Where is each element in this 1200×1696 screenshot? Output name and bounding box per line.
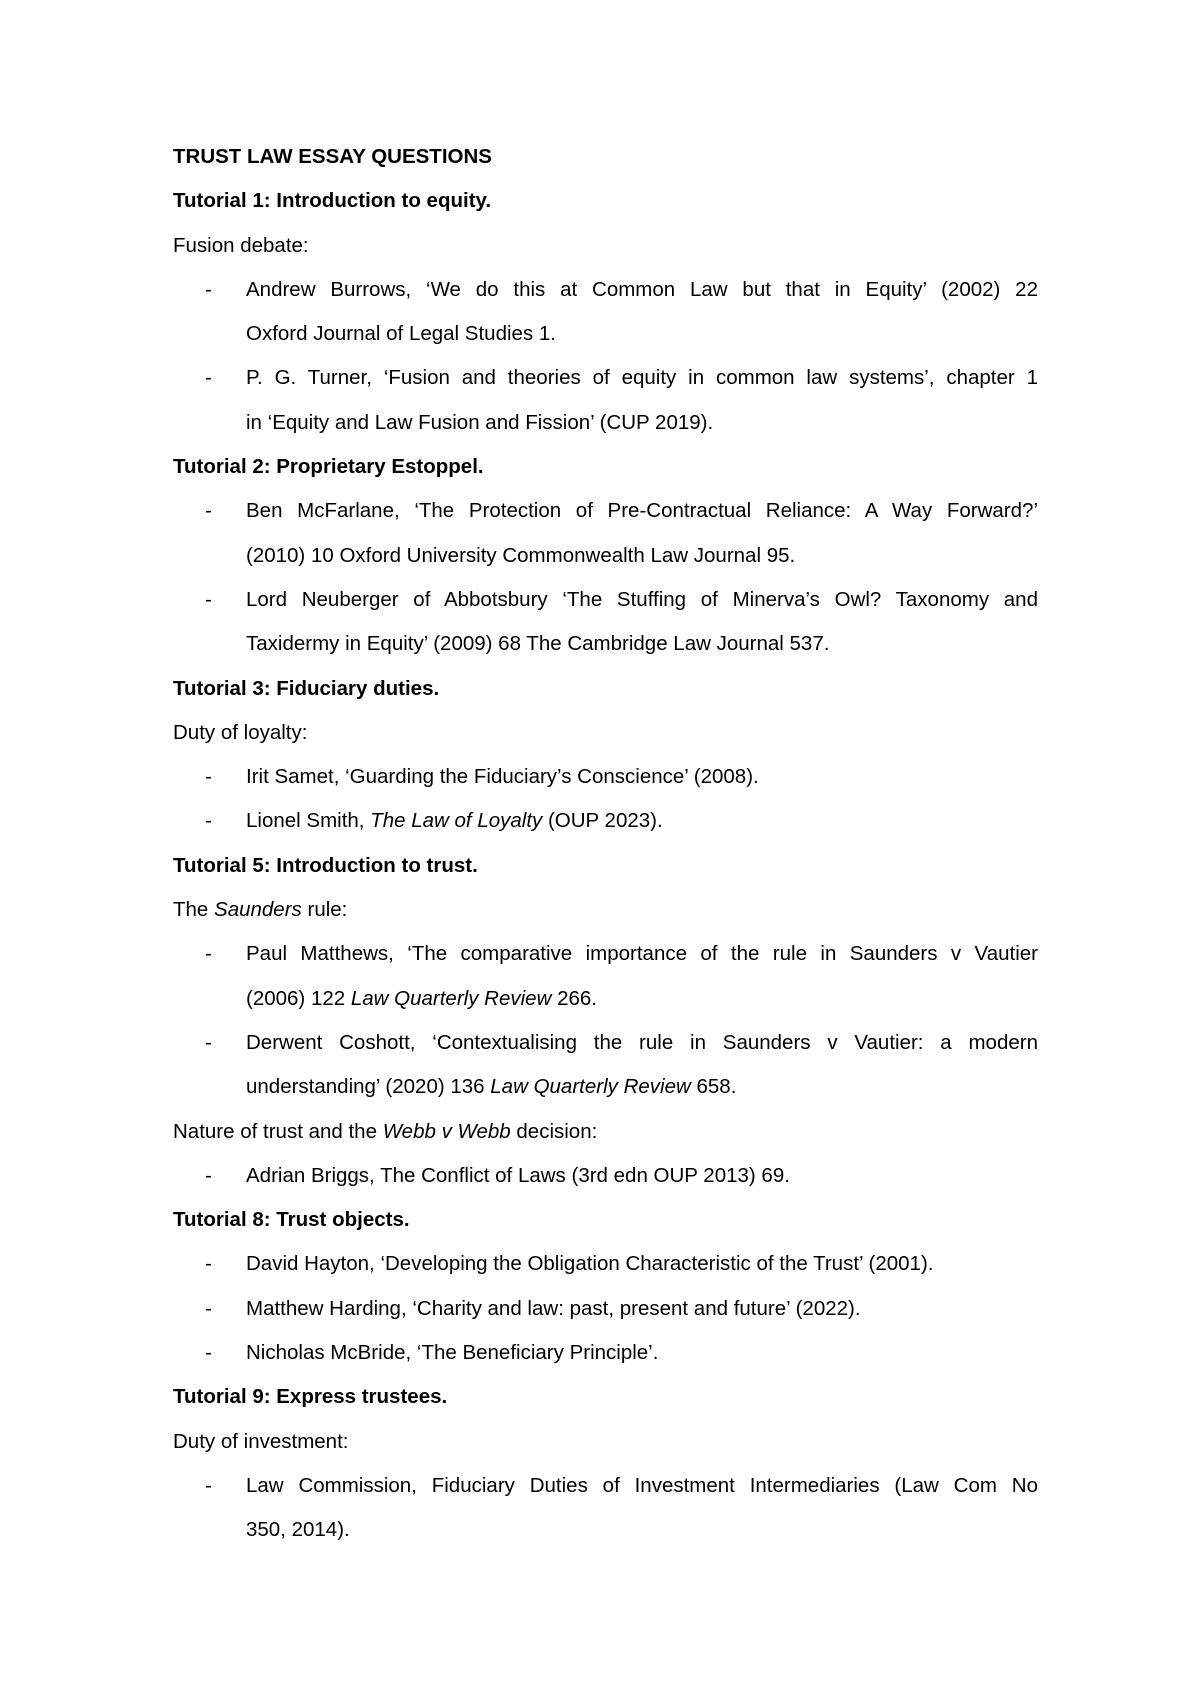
- citation-continuation: 350, 2014).: [246, 1518, 350, 1542]
- dash-bullet-icon: -: [205, 1341, 212, 1365]
- dash-bullet-icon: -: [205, 765, 212, 789]
- subheading-text: rule:: [301, 898, 348, 922]
- citation-journal: Law Quarterly Review: [490, 1075, 691, 1099]
- section-subheading: Duty of loyalty:: [173, 720, 308, 744]
- section-subheading: Fusion debate:: [173, 233, 309, 257]
- citation-continuation: (2010) 10 Oxford University Commonwealth Law Journal 95.: [246, 543, 796, 567]
- dash-bullet-icon: -: [205, 587, 212, 611]
- list-item: [173, 1242, 1038, 1286]
- dash-bullet-icon: -: [205, 1252, 212, 1276]
- dash-bullet-icon: -: [205, 1030, 212, 1054]
- citation-continuation: in ‘Equity and Law Fusion and Fission’ (CUP 2019).: [246, 410, 714, 434]
- citation-publisher: (OUP 2023).: [542, 809, 663, 833]
- dash-bullet-icon: -: [205, 1473, 212, 1497]
- section-subheading: [173, 1110, 1038, 1154]
- citation-book-title: The Law of Loyalty: [370, 809, 543, 833]
- citation-text: P. G. Turner, ‘Fusion and theories of equity in common law systems’, chapter 1: [246, 366, 1038, 390]
- list-item: [173, 1021, 1038, 1065]
- list-item: [173, 489, 1038, 533]
- list-item: [173, 1154, 1038, 1198]
- subheading-case-name: Saunders: [214, 898, 302, 922]
- citation-text: Lord Neuberger of Abbotsbury ‘The Stuffing of Minerva’s Owl? Taxonomy and: [246, 587, 1038, 611]
- citation-text: Nicholas McBride, ‘The Beneficiary Principle’.: [246, 1341, 659, 1365]
- section-subheading: [173, 888, 1038, 932]
- citation-continuation: [173, 977, 1038, 1021]
- citation-text: Matthew Harding, ‘Charity and law: past, present and future’ (2022).: [246, 1296, 861, 1320]
- citation-page: 266.: [551, 986, 597, 1010]
- citation-text: Irit Samet, ‘Guarding the Fiduciary’s Conscience’ (2008).: [246, 765, 759, 789]
- dash-bullet-icon: -: [205, 1163, 212, 1187]
- citation-year: understanding’ (2020) 136: [246, 1075, 491, 1099]
- citation-text: Paul Matthews, ‘The comparative importance of the rule in Saunders v Vautier: [246, 942, 1038, 966]
- citation-text: [246, 799, 1038, 843]
- citation-journal: Law Quarterly Review: [350, 986, 552, 1010]
- list-item: [173, 1287, 1038, 1331]
- subheading-text: The: [173, 898, 215, 922]
- list-item: [173, 356, 1038, 400]
- list-item: [173, 1331, 1038, 1375]
- citation-text: David Hayton, ‘Developing the Obligation Characteristic of the Trust’ (2001).: [246, 1252, 934, 1276]
- list-item: [173, 932, 1038, 976]
- citation-text: Ben McFarlane, ‘The Protection of Pre-Contractual Reliance: A Way Forward?’: [246, 499, 1038, 523]
- dash-bullet-icon: -: [205, 277, 212, 301]
- dash-bullet-icon: -: [205, 809, 212, 833]
- document-page: [173, 135, 1038, 1553]
- section-heading: Tutorial 5: Introduction to trust.: [173, 853, 478, 877]
- citation-author: Lionel Smith,: [246, 809, 371, 833]
- citation-text: Adrian Briggs, The Conflict of Laws (3rd edn OUP 2013) 69.: [246, 1163, 790, 1187]
- section-heading: Tutorial 1: Introduction to equity.: [173, 189, 492, 213]
- list-item: [173, 578, 1038, 622]
- citation-text: Law Commission, Fiduciary Duties of Investment Intermediaries (Law Com No: [246, 1473, 1038, 1497]
- section-heading: Tutorial 9: Express trustees.: [173, 1385, 448, 1409]
- section-heading: Tutorial 2: Proprietary Estoppel.: [173, 455, 484, 479]
- citation-continuation: Taxidermy in Equity’ (2009) 68 The Cambridge Law Journal 537.: [246, 632, 830, 656]
- section-heading: Tutorial 8: Trust objects.: [173, 1208, 410, 1232]
- citation-year: (2006) 122: [246, 986, 351, 1010]
- list-item: [173, 755, 1038, 799]
- section-subheading: Duty of investment:: [173, 1429, 349, 1453]
- citation-text: Derwent Coshott, ‘Contextualising the rule in Saunders v Vautier: a modern: [246, 1030, 1038, 1054]
- citation-continuation: [173, 1065, 1038, 1109]
- citation-text: Andrew Burrows, ‘We do this at Common Law but that in Equity’ (2002) 22: [246, 277, 1038, 301]
- subheading-case-name: Webb v Webb: [382, 1119, 511, 1143]
- citation-continuation: Oxford Journal of Legal Studies 1.: [246, 322, 556, 346]
- citation-page: 658.: [690, 1075, 737, 1099]
- list-item: [173, 799, 1038, 843]
- subheading-text: decision:: [510, 1119, 598, 1143]
- list-item: [173, 268, 1038, 312]
- dash-bullet-icon: -: [205, 1296, 212, 1320]
- subheading-text: Nature of trust and the: [173, 1119, 383, 1143]
- dash-bullet-icon: -: [205, 366, 212, 390]
- dash-bullet-icon: -: [205, 499, 212, 523]
- dash-bullet-icon: -: [205, 942, 212, 966]
- list-item: [173, 1464, 1038, 1508]
- section-heading: Tutorial 3: Fiduciary duties.: [173, 676, 440, 700]
- document-title: TRUST LAW ESSAY QUESTIONS: [173, 145, 492, 168]
